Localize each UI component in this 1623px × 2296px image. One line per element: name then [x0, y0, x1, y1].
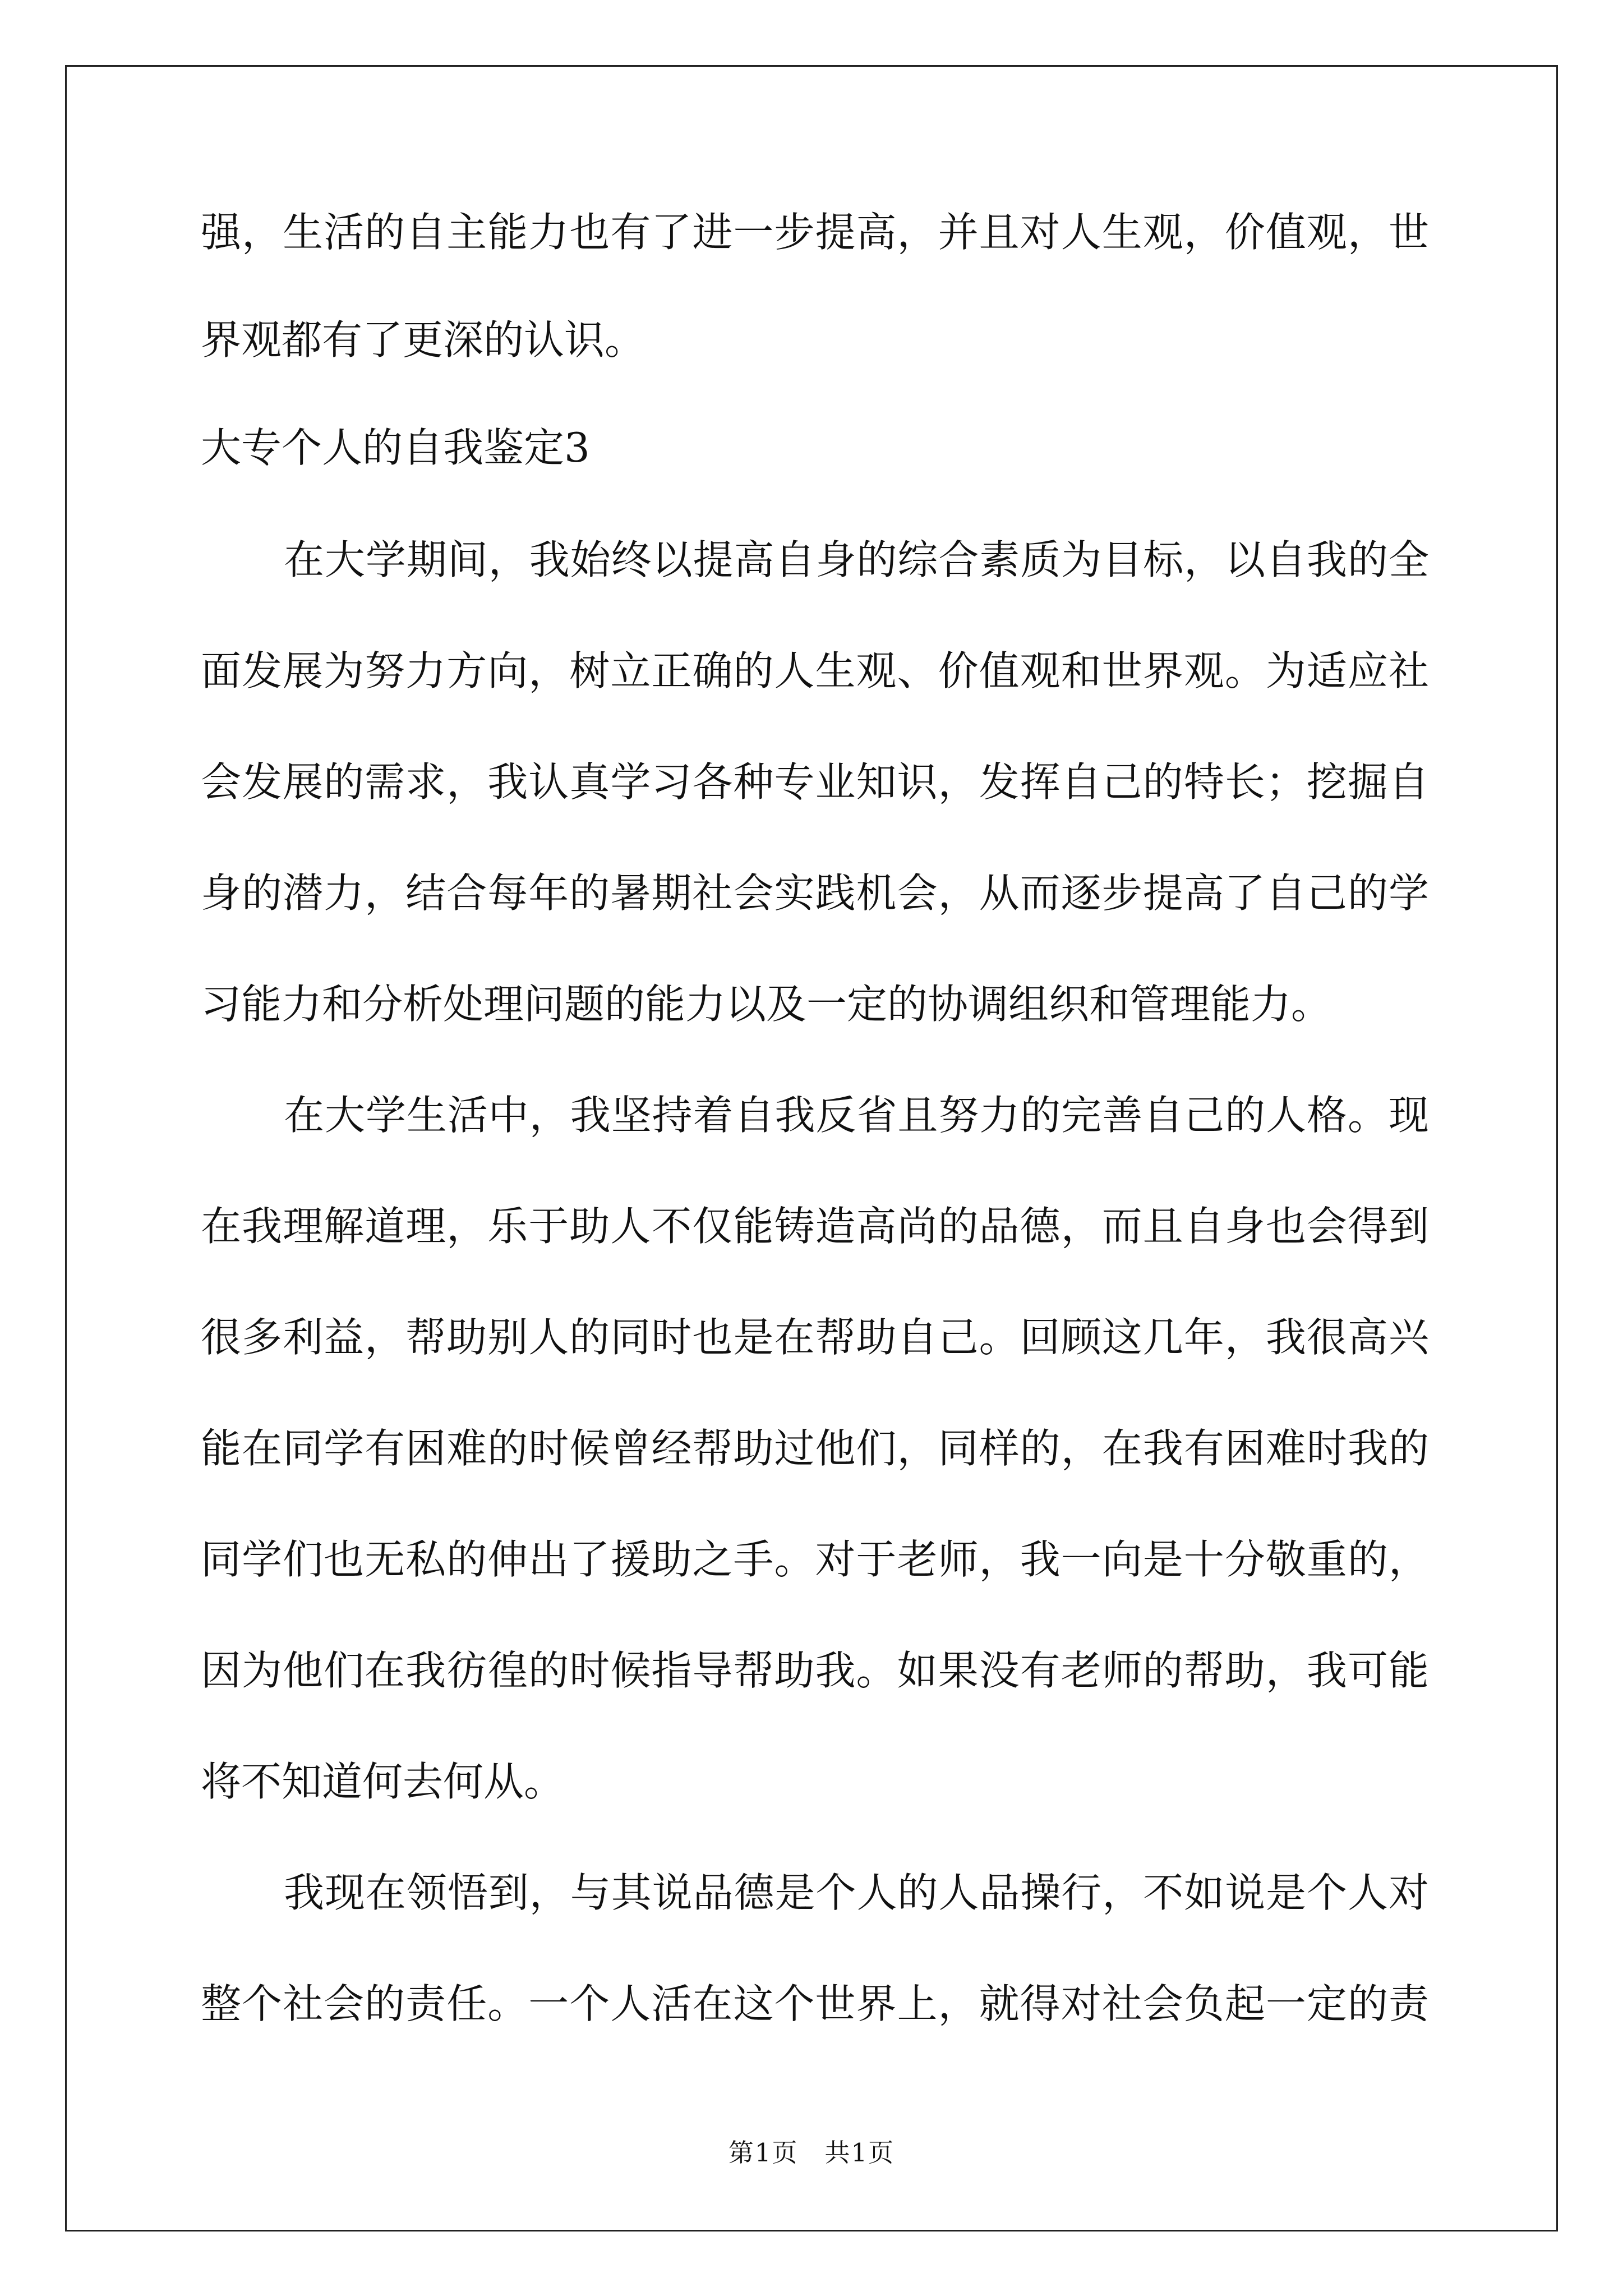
body-line: 在大学生活中，我坚持着自我反省且努力的完善自己的人格。现 [284, 1092, 1429, 1139]
body-line: 整个社会的责任。一个人活在这个世界上，就得对社会负起一定的责 [201, 1980, 1429, 2027]
body-line: 我现在领悟到，与其说品德是个人的人品操行，不如说是个人对 [284, 1869, 1429, 1916]
body-line: 能在同学有困难的时候曾经帮助过他们，同样的，在我有困难时我的 [201, 1425, 1429, 1472]
section-heading: 大专个人的自我鉴定3 [201, 424, 590, 471]
body-line: 在大学期间，我始终以提高自身的综合素质为目标，以自我的全 [284, 536, 1429, 583]
body-line: 身的潜力，结合每年的暑期社会实践机会，从而逐步提高了自己的学 [201, 869, 1429, 917]
page-footer: 第1页 共1页 [728, 2138, 895, 2168]
body-line: 习能力和分析处理问题的能力以及一定的协调组织和管理能力。 [201, 981, 1332, 1028]
body-line: 同学们也无私的伸出了援助之手。对于老师，我一向是十分敬重的， [201, 1536, 1429, 1583]
body-line: 在我理解道理，乐于助人不仅能铸造高尚的品德，而且自身也会得到 [201, 1203, 1429, 1250]
body-line: 面发展为努力方向，树立正确的人生观、价值观和世界观。为适应社 [201, 647, 1429, 694]
body-line: 很多利益，帮助别人的同时也是在帮助自己。回顾这几年，我很高兴 [201, 1314, 1429, 1361]
document-body [201, 209, 1429, 2027]
body-line: 强，生活的自主能力也有了进一步提高，并且对人生观，价值观，世 [201, 209, 1429, 256]
body-line: 将不知道何去何从。 [201, 1758, 565, 1805]
body-line: 因为他们在我彷徨的时候指导帮助我。如果没有老师的帮助，我可能 [201, 1647, 1429, 1694]
body-line: 界观都有了更深的认识。 [201, 316, 645, 364]
body-line: 会发展的需求，我认真学习各种专业知识，发挥自己的特长；挖掘自 [201, 758, 1429, 806]
